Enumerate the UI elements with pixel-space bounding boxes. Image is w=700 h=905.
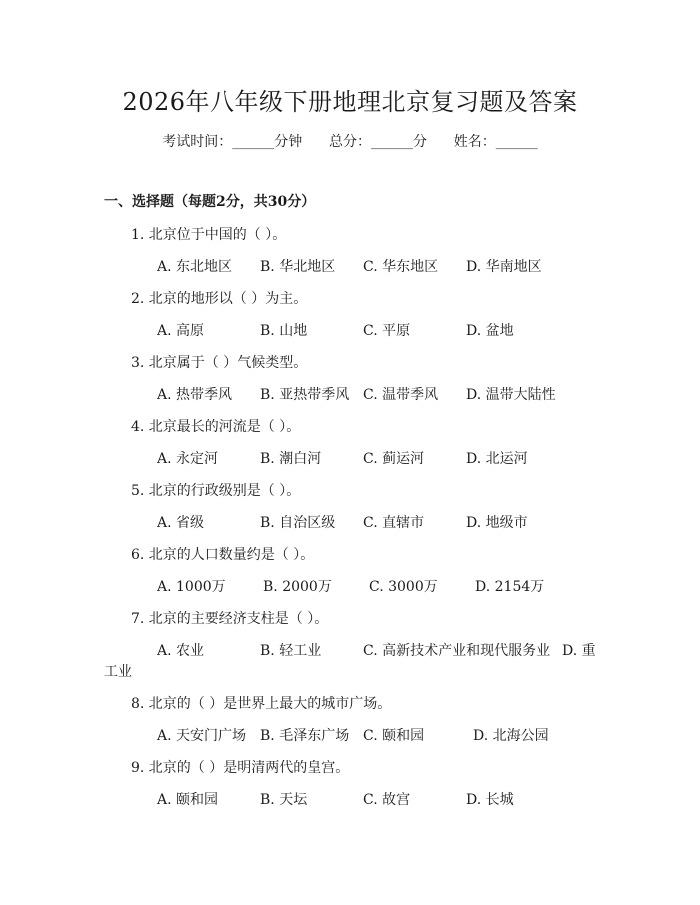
option-a: A. 高原 (157, 323, 205, 339)
question-9: 9. 北京的（ ）是明清两代的皇宫。 (131, 760, 350, 776)
option-d: D. 地级市 (466, 515, 528, 531)
option-a: A. 省级 (157, 515, 205, 531)
option-d: D. 北运河 (466, 451, 528, 467)
question-3-options (157, 384, 607, 404)
option-a: A. 农业 (157, 643, 205, 659)
option-b: B. 华北地区 (260, 259, 336, 275)
option-d: D. 温带大陆性 (466, 387, 556, 403)
question-9-options (157, 789, 607, 809)
option-c: C. 高新技术产业和现代服务业 (363, 643, 551, 659)
question-1-options (157, 256, 607, 276)
option-d: D. 北海公园 (473, 728, 549, 744)
question-3: 3. 北京属于（ ）气候类型。 (131, 355, 308, 371)
option-c: C. 直辖市 (363, 515, 425, 531)
section-heading: 一、选择题（每题2分，共30分） (104, 194, 316, 210)
option-b: B. 轻工业 (260, 643, 322, 659)
option-c: C. 3000万 (369, 579, 438, 595)
option-d: D. 盆地 (466, 323, 514, 339)
option-b: B. 亚热带季风 (260, 387, 350, 403)
option-a: A. 永定河 (157, 451, 219, 467)
option-c: C. 颐和园 (363, 728, 425, 744)
option-b: B. 潮白河 (260, 451, 322, 467)
question-8-options (157, 725, 607, 745)
question-2: 2. 北京的地形以（ ）为主。 (131, 291, 308, 307)
option-d: D. 长城 (466, 792, 514, 808)
option-c: C. 故宫 (363, 792, 411, 808)
option-c: C. 蓟运河 (363, 451, 425, 467)
question-2-options (157, 320, 607, 340)
option-b: B. 2000万 (263, 579, 332, 595)
option-a: A. 1000万 (157, 579, 226, 595)
question-7: 7. 北京的主要经济支柱是（ ）。 (131, 611, 329, 627)
option-a: A. 颐和园 (157, 792, 219, 808)
option-d: D. 华南地区 (466, 259, 542, 275)
option-a: A. 东北地区 (157, 259, 233, 275)
question-5: 5. 北京的行政级别是（ ）。 (131, 483, 301, 499)
question-4: 4. 北京最长的河流是（ ）。 (131, 419, 301, 435)
question-1: 1. 北京位于中国的（ ）。 (131, 227, 287, 243)
option-d: D. 重 (562, 643, 596, 659)
question-6-options (157, 576, 607, 596)
question-8: 8. 北京的（ ）是世界上最大的城市广场。 (131, 696, 392, 712)
question-4-options (157, 448, 607, 468)
question-7-options (157, 640, 607, 660)
question-5-options (157, 512, 607, 532)
option-a: A. 天安门广场 (157, 728, 247, 744)
option-c: C. 温带季风 (363, 387, 439, 403)
option-d: D. 2154万 (475, 579, 545, 595)
option-d-continuation: 工业 (104, 664, 132, 680)
option-c: C. 平原 (363, 323, 411, 339)
exam-info-line: 考试时间：______分钟 总分：______分 姓名：______ (162, 134, 538, 150)
option-b: B. 毛泽东广场 (260, 728, 350, 744)
option-c: C. 华东地区 (363, 259, 439, 275)
question-6: 6. 北京的人口数量约是（ ）。 (131, 547, 315, 563)
option-a: A. 热带季风 (157, 387, 233, 403)
option-b: B. 自治区级 (260, 515, 336, 531)
option-b: B. 山地 (260, 323, 308, 339)
option-b: B. 天坛 (260, 792, 308, 808)
page-title: 2026年八年级下册地理北京复习题及答案 (122, 88, 578, 116)
